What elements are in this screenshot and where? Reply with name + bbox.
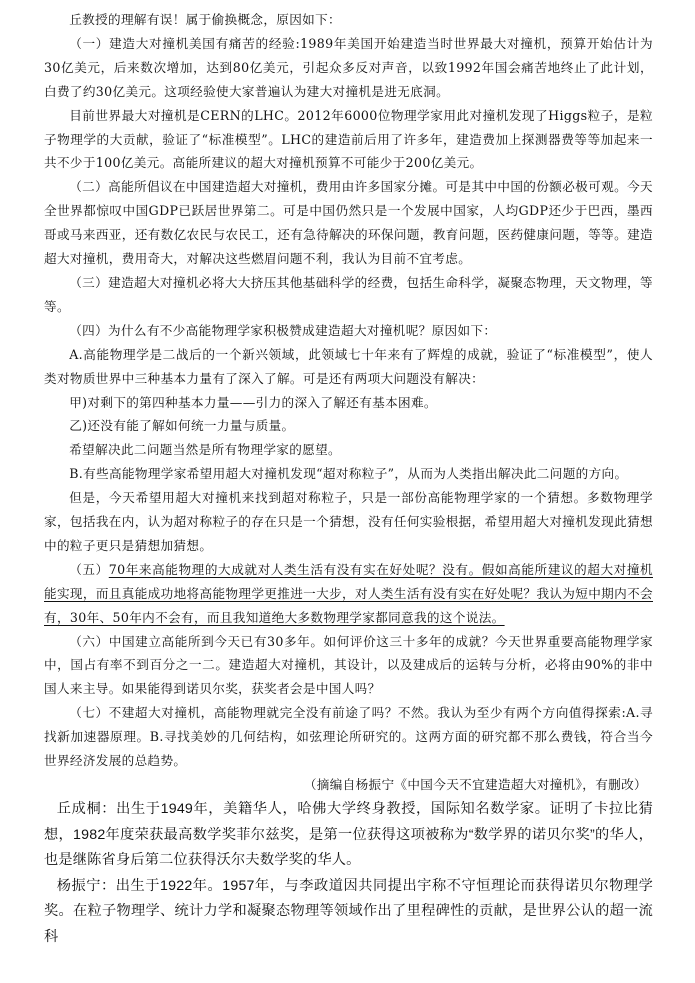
paragraph-point-4: （四）为什么有不少高能物理学家积极赞成建造超大对撞机呢？原因如下： <box>69 322 497 338</box>
paragraph-point-1: （一）建造大对撞机美国有痛苦的经验:1989年美国开始建造当时世界最大对撞机，预算开始估计为30亿美元，后来数次增加，达到80亿美元，引起众多反对声音，以致1992年国会痛苦地终止了此计划，白费了约30亿美元。这项经验使大家普遍认为建大对撞机是进无底洞。 <box>44 35 653 99</box>
paragraph-point-5 <box>44 558 653 630</box>
bio-qiu-text: 丘成桐：出生于1949年，美籍华人，哈佛大学终身教授，国际知名数学家。证明了卡拉比猜想，1982年度荣获最高数学奖菲尔兹奖，是第一位获得这项被称为“数学界的诺贝尔奖”的华人，也是继陈省身后第二位获得沃尔夫数学奖的华人。 <box>44 800 653 869</box>
paragraph-point-7: （七）不建超大对撞机，高能物理就完全没有前途了吗？不然。我认为至少有两个方向值得探索:A.寻找新加速器原理。B.寻找美妙的几何结构，如弦理论所研究的。这两方面的研究都不那么费钱，符合当今世界经济发展的总趋势。 <box>44 705 653 769</box>
paragraph-jia: 甲)对剩下的第四种基本力量——引力的深入了解还有基本困难。 <box>69 394 437 410</box>
paragraph-hope: 希望解决此二问题当然是所有物理学家的愿望。 <box>69 442 342 458</box>
paragraph-lhc: 目前世界最大对撞机是CERN的LHC。2012年6000位物理学家用此对撞机发现了Higgs粒子，是粒子物理学的大贡献，验证了“标准模型”。LHC的建造前后用了许多年，建造费加上探测器费等等加起来一共不少于100亿美元。高能所建议的超大对撞机预算不可能少于200亿美元。 <box>44 107 653 171</box>
bio-yang-zhenning <box>44 874 653 951</box>
source-citation: （摘编自杨振宁《中国今天不宜建造超大对撞机》，有删改） <box>303 777 647 792</box>
paragraph-yi: 乙)还没有能了解如何统一力量与质量。 <box>69 418 295 434</box>
paragraph-intro: 丘教授的理解有误！属于偷换概念，原因如下： <box>69 12 342 27</box>
paragraph-point-2: （二）高能所倡议在中国建造超大对撞机，费用由许多国家分摊。可是其中中国的份额必极可观。今天全世界都惊叹中国GDP已跃居世界第二。可是中国仍然只是一个发展中国家，人均GDP还少于巴西，墨西哥或马来西亚，还有数亿农民与农民工，还有急待解决的环保问题，教育问题，医药健康问题，等等。建造超大对撞机，费用奇大，对解决这些燃眉问题不利，我认为目前不宜考虑。 <box>44 179 653 267</box>
paragraph-point-4a: A.高能物理学是二战后的一个新兴领域，此领域七十年来有了辉煌的成就，验证了“标准模型”，使人类对物质世界中三种基本力量有了深入了解。可是还有两项大问题没有解决： <box>44 346 653 386</box>
bio-qiu-chengtong <box>44 797 653 874</box>
point-5-underlined-text: 70年来高能物理的大成就对人类生活有没有实在好处呢？没有。假如高能所建议的超大对撞机能实现，而且真能成功地将高能物理学更推进一大步，对人类生活有没有实在好处呢？我认为短中期内不会有，30年、50年内不会有，而且我知道绝大多数物理学家都同意我的这个说法。 <box>44 561 653 625</box>
paragraph-point-4b: B.有些高能物理学家希望用超大对撞机发现“超对称粒子”，从而为人类指出解决此二问题的方向。 <box>69 466 628 482</box>
bio-yang-text: 杨振宁：出生于1922年。1957年，与李政道因共同提出宇称不守恒理论而获得诺贝尔物理学奖。在粒子物理学、统计力学和凝聚态物理等领域作出了里程碑性的贡献，是世界公认的超一流科 <box>44 877 653 945</box>
paragraph-however: 但是，今天希望用超大对撞机来找到超对称粒子，只是一部份高能物理学家的一个猜想。多数物理学家，包括我在内，认为超对称粒子的存在只是一个猜想，没有任何实验根据，希望用超大对撞机发现此猜想中的粒子更只是猜想加猜想。 <box>44 490 653 553</box>
paragraph-point-3: （三）建造超大对撞机必将大大挤压其他基础科学的经费，包括生命科学，凝聚态物理，天文物理，等等。 <box>44 274 653 314</box>
point-5-lead: （五） <box>69 561 109 577</box>
paragraph-point-6: （六）中国建立高能所到今天已有30多年。如何评价这三十多年的成就？今天世界重要高能物理学家中，国占有率不到百分之一二。建造超大对撞机，其设计，以及建成后的运转与分析，必将由90%的非中国人来主导。如果能得到诺贝尔奖，获奖者会是中国人吗？ <box>44 633 653 697</box>
